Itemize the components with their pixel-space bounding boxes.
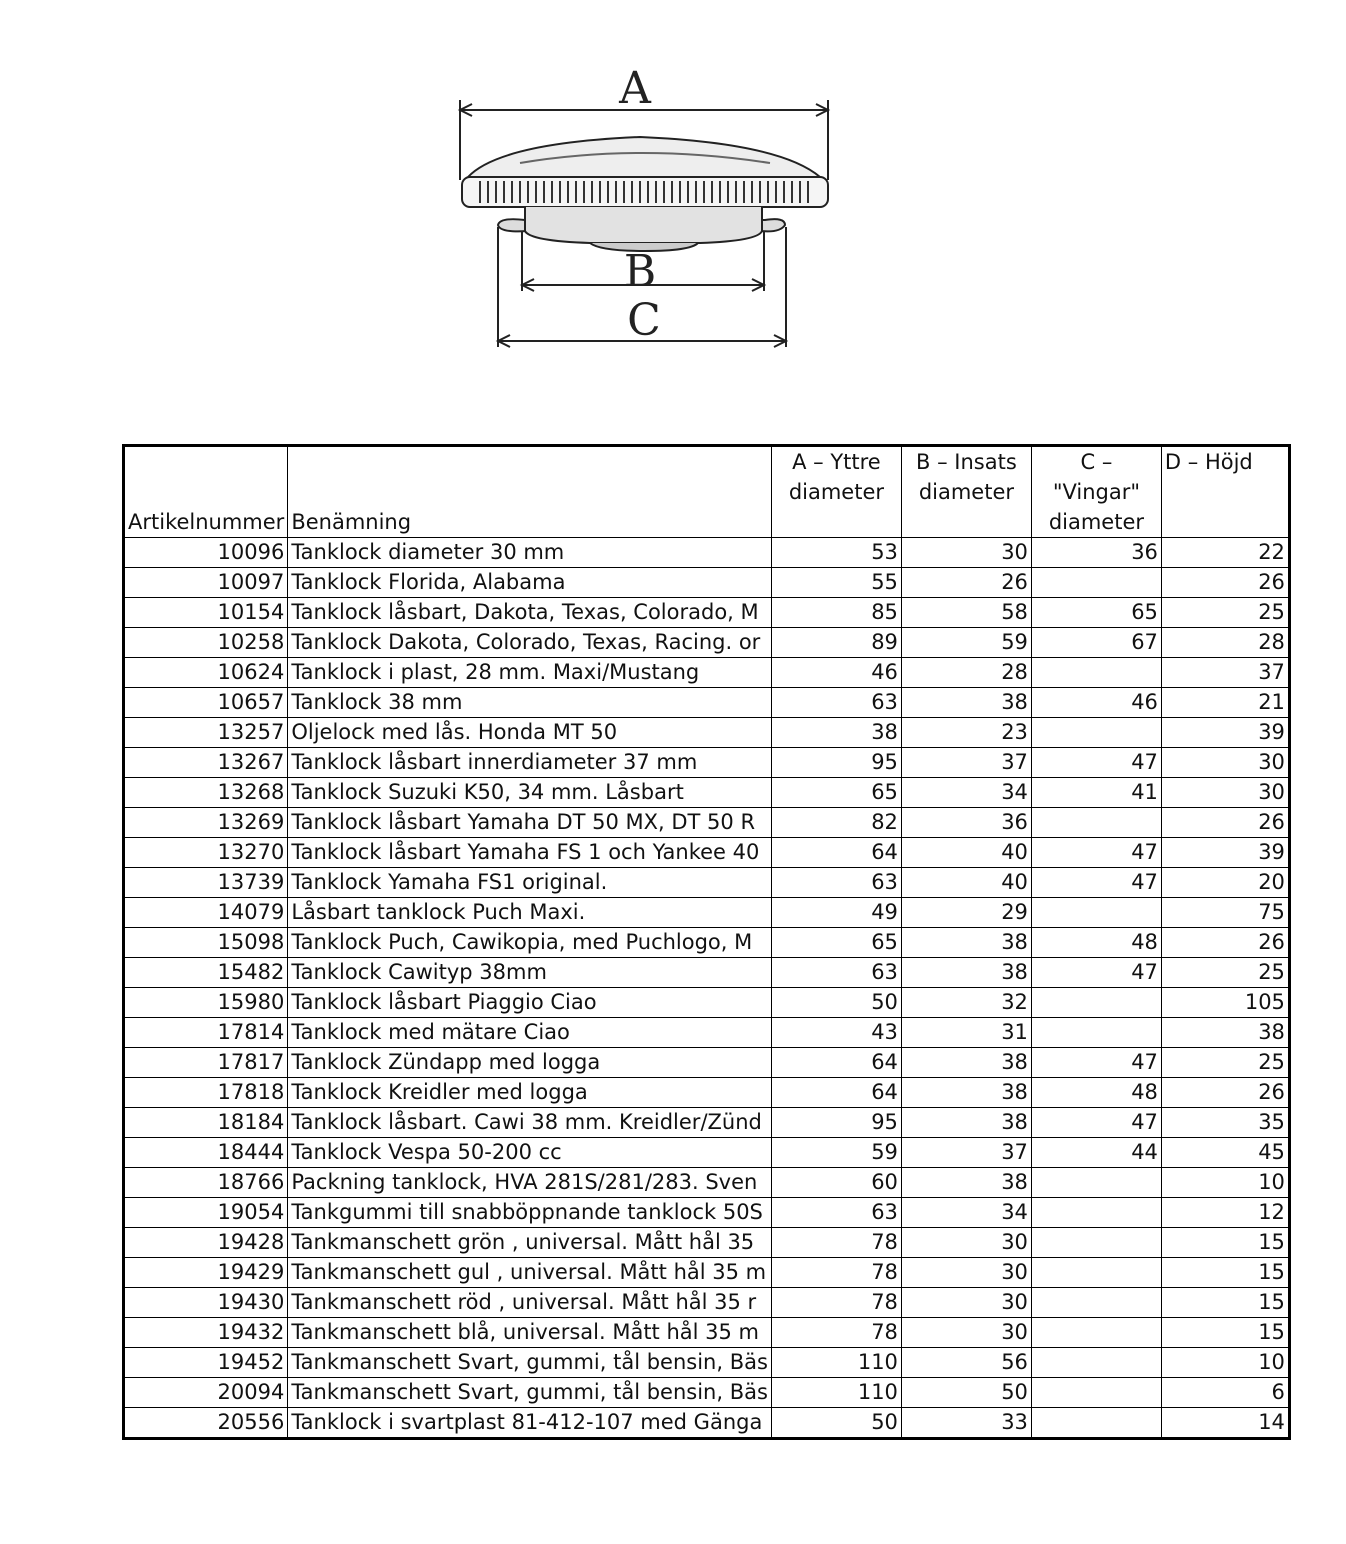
cell-a-outer-diameter: 38 <box>771 718 901 748</box>
cell-artikelnummer: 10657 <box>124 688 288 718</box>
cell-artikelnummer: 15482 <box>124 958 288 988</box>
cell-artikelnummer: 13270 <box>124 838 288 868</box>
cell-benamning: Tanklock låsbart innerdiameter 37 mm <box>288 748 772 778</box>
table-row <box>124 1228 1290 1258</box>
table-row <box>124 958 1290 988</box>
cell-d-height: 10 <box>1161 1168 1289 1198</box>
cell-a-outer-diameter: 60 <box>771 1168 901 1198</box>
cell-artikelnummer: 10258 <box>124 628 288 658</box>
table-row <box>124 1198 1290 1228</box>
table-row <box>124 1108 1290 1138</box>
cell-artikelnummer: 19429 <box>124 1258 288 1288</box>
cell-d-height: 10 <box>1161 1348 1289 1378</box>
cell-d-height: 45 <box>1161 1138 1289 1168</box>
table-row <box>124 1168 1290 1198</box>
cell-d-height: 15 <box>1161 1288 1289 1318</box>
cell-c-wings-diameter <box>1031 898 1161 928</box>
header-b-line1: B – Insats <box>916 450 1017 474</box>
cell-c-wings-diameter: 47 <box>1031 868 1161 898</box>
header-a <box>771 446 901 538</box>
table-row <box>124 1408 1290 1439</box>
cell-c-wings-diameter: 41 <box>1031 778 1161 808</box>
cell-b-insert-diameter: 58 <box>901 598 1031 628</box>
header-b <box>901 446 1031 538</box>
cell-a-outer-diameter: 64 <box>771 1078 901 1108</box>
table-row <box>124 928 1290 958</box>
cell-benamning: Tanklock låsbart, Dakota, Texas, Colorado, M <box>288 598 772 628</box>
cell-a-outer-diameter: 53 <box>771 538 901 568</box>
cell-artikelnummer: 13268 <box>124 778 288 808</box>
cell-artikelnummer: 20094 <box>124 1378 288 1408</box>
cell-b-insert-diameter: 38 <box>901 1168 1031 1198</box>
table-row <box>124 628 1290 658</box>
cell-d-height: 25 <box>1161 1048 1289 1078</box>
cell-artikelnummer: 19452 <box>124 1348 288 1378</box>
cell-benamning: Låsbart tanklock Puch Maxi. <box>288 898 772 928</box>
cell-d-height: 26 <box>1161 1078 1289 1108</box>
cell-benamning: Tanklock Yamaha FS1 original. <box>288 868 772 898</box>
table-row <box>124 1018 1290 1048</box>
cell-d-height: 30 <box>1161 778 1289 808</box>
cell-benamning: Tanklock låsbart Piaggio Ciao <box>288 988 772 1018</box>
cell-d-height: 26 <box>1161 568 1289 598</box>
table-row <box>124 1138 1290 1168</box>
cell-a-outer-diameter: 89 <box>771 628 901 658</box>
cell-artikelnummer: 19430 <box>124 1288 288 1318</box>
cell-d-height: 25 <box>1161 598 1289 628</box>
cell-a-outer-diameter: 49 <box>771 898 901 928</box>
cell-c-wings-diameter <box>1031 1018 1161 1048</box>
cell-d-height: 38 <box>1161 1018 1289 1048</box>
header-benamning: Benämning <box>288 446 772 538</box>
cell-a-outer-diameter: 59 <box>771 1138 901 1168</box>
table-row <box>124 1048 1290 1078</box>
cell-c-wings-diameter <box>1031 1288 1161 1318</box>
cell-b-insert-diameter: 37 <box>901 748 1031 778</box>
cell-benamning: Tanklock i plast, 28 mm. Maxi/Mustang <box>288 658 772 688</box>
cell-d-height: 26 <box>1161 808 1289 838</box>
cell-d-height: 21 <box>1161 688 1289 718</box>
table-row <box>124 988 1290 1018</box>
cell-d-height: 12 <box>1161 1198 1289 1228</box>
cell-benamning: Tanklock med mätare Ciao <box>288 1018 772 1048</box>
cell-a-outer-diameter: 63 <box>771 868 901 898</box>
fuel-cap-table <box>122 444 1291 1440</box>
cell-c-wings-diameter: 47 <box>1031 838 1161 868</box>
cell-benamning: Tankmanschett gul , universal. Mått hål 35 m <box>288 1258 772 1288</box>
cell-artikelnummer: 19428 <box>124 1228 288 1258</box>
cell-c-wings-diameter: 47 <box>1031 1048 1161 1078</box>
cell-b-insert-diameter: 38 <box>901 1078 1031 1108</box>
cell-a-outer-diameter: 78 <box>771 1318 901 1348</box>
cell-a-outer-diameter: 65 <box>771 928 901 958</box>
cell-artikelnummer: 18766 <box>124 1168 288 1198</box>
cell-artikelnummer: 17817 <box>124 1048 288 1078</box>
cell-artikelnummer: 17814 <box>124 1018 288 1048</box>
cell-b-insert-diameter: 28 <box>901 658 1031 688</box>
cell-c-wings-diameter <box>1031 658 1161 688</box>
cell-artikelnummer: 13739 <box>124 868 288 898</box>
table-row <box>124 868 1290 898</box>
cell-benamning: Tanklock Suzuki K50, 34 mm. Låsbart <box>288 778 772 808</box>
cell-benamning: Tanklock diameter 30 mm <box>288 538 772 568</box>
cell-b-insert-diameter: 31 <box>901 1018 1031 1048</box>
table-row <box>124 778 1290 808</box>
cell-a-outer-diameter: 50 <box>771 1408 901 1439</box>
cell-c-wings-diameter <box>1031 1168 1161 1198</box>
cell-d-height: 75 <box>1161 898 1289 928</box>
cell-a-outer-diameter: 110 <box>771 1378 901 1408</box>
header-a-line1: A – Yttre <box>792 450 881 474</box>
cell-b-insert-diameter: 32 <box>901 988 1031 1018</box>
table-row <box>124 808 1290 838</box>
cell-artikelnummer: 15980 <box>124 988 288 1018</box>
header-b-line2: diameter <box>918 480 1015 504</box>
cell-d-height: 22 <box>1161 538 1289 568</box>
cell-d-height: 28 <box>1161 628 1289 658</box>
cell-a-outer-diameter: 85 <box>771 598 901 628</box>
cell-b-insert-diameter: 37 <box>901 1138 1031 1168</box>
cell-a-outer-diameter: 50 <box>771 988 901 1018</box>
cell-a-outer-diameter: 63 <box>771 688 901 718</box>
cell-d-height: 26 <box>1161 928 1289 958</box>
cell-b-insert-diameter: 29 <box>901 898 1031 928</box>
cell-d-height: 15 <box>1161 1318 1289 1348</box>
cell-benamning: Tanklock låsbart Yamaha FS 1 och Yankee 40 <box>288 838 772 868</box>
cell-d-height: 35 <box>1161 1108 1289 1138</box>
cell-a-outer-diameter: 110 <box>771 1348 901 1378</box>
table-row <box>124 1078 1290 1108</box>
table-row <box>124 1378 1290 1408</box>
cell-benamning: Tankmanschett blå, universal. Mått hål 35 m <box>288 1318 772 1348</box>
cell-benamning: Tanklock Kreidler med logga <box>288 1078 772 1108</box>
cell-benamning: Oljelock med lås. Honda MT 50 <box>288 718 772 748</box>
table-row <box>124 688 1290 718</box>
cell-benamning: Tanklock låsbart Yamaha DT 50 MX, DT 50 R <box>288 808 772 838</box>
cell-b-insert-diameter: 56 <box>901 1348 1031 1378</box>
cell-b-insert-diameter: 26 <box>901 568 1031 598</box>
cell-c-wings-diameter <box>1031 1228 1161 1258</box>
table-row <box>124 1288 1290 1318</box>
cell-artikelnummer: 10624 <box>124 658 288 688</box>
cell-d-height: 37 <box>1161 658 1289 688</box>
table-row <box>124 898 1290 928</box>
cell-b-insert-diameter: 50 <box>901 1378 1031 1408</box>
table-row <box>124 748 1290 778</box>
cell-b-insert-diameter: 38 <box>901 688 1031 718</box>
cell-benamning: Tankmanschett grön , universal. Mått hål 35 <box>288 1228 772 1258</box>
cell-a-outer-diameter: 55 <box>771 568 901 598</box>
cell-d-height: 39 <box>1161 718 1289 748</box>
cell-b-insert-diameter: 38 <box>901 958 1031 988</box>
cell-b-insert-diameter: 36 <box>901 808 1031 838</box>
cell-benamning: Tanklock i svartplast 81-412-107 med Gänga <box>288 1408 772 1439</box>
cell-benamning: Tanklock Florida, Alabama <box>288 568 772 598</box>
cell-d-height: 105 <box>1161 988 1289 1018</box>
cell-b-insert-diameter: 38 <box>901 1108 1031 1138</box>
cell-d-height: 25 <box>1161 958 1289 988</box>
cell-c-wings-diameter: 48 <box>1031 928 1161 958</box>
header-d-line1: D – Höjd <box>1164 450 1253 474</box>
cell-b-insert-diameter: 30 <box>901 1258 1031 1288</box>
cell-c-wings-diameter <box>1031 718 1161 748</box>
table-header-row <box>124 446 1290 538</box>
cell-c-wings-diameter: 47 <box>1031 958 1161 988</box>
cell-a-outer-diameter: 65 <box>771 778 901 808</box>
table-row <box>124 658 1290 688</box>
cell-benamning: Tanklock Cawityp 38mm <box>288 958 772 988</box>
cell-d-height: 39 <box>1161 838 1289 868</box>
cell-benamning: Packning tanklock, HVA 281S/281/283. Sven <box>288 1168 772 1198</box>
cell-b-insert-diameter: 34 <box>901 778 1031 808</box>
cell-benamning: Tankmanschett Svart, gummi, tål bensin, Bäs <box>288 1378 772 1408</box>
cell-a-outer-diameter: 64 <box>771 838 901 868</box>
cell-benamning: Tanklock Zündapp med logga <box>288 1048 772 1078</box>
cell-a-outer-diameter: 95 <box>771 1108 901 1138</box>
table-row <box>124 1348 1290 1378</box>
cell-a-outer-diameter: 82 <box>771 808 901 838</box>
label-c: C <box>627 295 661 346</box>
fuel-cap-diagram <box>440 55 860 365</box>
cell-d-height: 20 <box>1161 868 1289 898</box>
cell-b-insert-diameter: 33 <box>901 1408 1031 1439</box>
table-row <box>124 718 1290 748</box>
header-c-line1: C – "Vingar" <box>1052 450 1141 504</box>
cell-a-outer-diameter: 78 <box>771 1228 901 1258</box>
cell-b-insert-diameter: 40 <box>901 838 1031 868</box>
cell-d-height: 6 <box>1161 1378 1289 1408</box>
cell-artikelnummer: 10096 <box>124 538 288 568</box>
cell-b-insert-diameter: 23 <box>901 718 1031 748</box>
cell-a-outer-diameter: 46 <box>771 658 901 688</box>
table-row <box>124 538 1290 568</box>
cell-d-height: 14 <box>1161 1408 1289 1439</box>
cell-a-outer-diameter: 63 <box>771 1198 901 1228</box>
cell-b-insert-diameter: 30 <box>901 538 1031 568</box>
cell-c-wings-diameter <box>1031 1408 1161 1439</box>
cell-artikelnummer: 18184 <box>124 1108 288 1138</box>
cell-c-wings-diameter <box>1031 1198 1161 1228</box>
cell-benamning: Tanklock 38 mm <box>288 688 772 718</box>
table-row <box>124 1318 1290 1348</box>
cell-c-wings-diameter: 67 <box>1031 628 1161 658</box>
cell-artikelnummer: 13269 <box>124 808 288 838</box>
cell-artikelnummer: 15098 <box>124 928 288 958</box>
cell-b-insert-diameter: 30 <box>901 1318 1031 1348</box>
cell-c-wings-diameter <box>1031 988 1161 1018</box>
cell-b-insert-diameter: 30 <box>901 1288 1031 1318</box>
cell-benamning: Tanklock låsbart. Cawi 38 mm. Kreidler/Zünd <box>288 1108 772 1138</box>
header-c-line2: diameter <box>1048 510 1145 534</box>
cell-b-insert-diameter: 38 <box>901 928 1031 958</box>
label-b: B <box>623 246 657 297</box>
cell-b-insert-diameter: 30 <box>901 1228 1031 1258</box>
table-row <box>124 1258 1290 1288</box>
cell-artikelnummer: 10154 <box>124 598 288 628</box>
cell-c-wings-diameter <box>1031 568 1161 598</box>
cell-a-outer-diameter: 63 <box>771 958 901 988</box>
cell-benamning: Tanklock Dakota, Colorado, Texas, Racing. or <box>288 628 772 658</box>
cell-c-wings-diameter: 48 <box>1031 1078 1161 1108</box>
cell-artikelnummer: 10097 <box>124 568 288 598</box>
cell-b-insert-diameter: 40 <box>901 868 1031 898</box>
cell-artikelnummer: 18444 <box>124 1138 288 1168</box>
cell-b-insert-diameter: 59 <box>901 628 1031 658</box>
cell-artikelnummer: 19432 <box>124 1318 288 1348</box>
cell-benamning: Tankmanschett Svart, gummi, tål bensin, Bäs <box>288 1348 772 1378</box>
cell-a-outer-diameter: 78 <box>771 1288 901 1318</box>
label-a: A <box>619 63 651 114</box>
cell-benamning: Tanklock Vespa 50-200 cc <box>288 1138 772 1168</box>
cell-benamning: Tanklock Puch, Cawikopia, med Puchlogo, M <box>288 928 772 958</box>
cell-d-height: 30 <box>1161 748 1289 778</box>
cell-artikelnummer: 14079 <box>124 898 288 928</box>
cell-c-wings-diameter <box>1031 1378 1161 1408</box>
cell-benamning: Tankmanschett röd , universal. Mått hål 35 r <box>288 1288 772 1318</box>
cell-c-wings-diameter: 65 <box>1031 598 1161 628</box>
cell-c-wings-diameter <box>1031 1348 1161 1378</box>
cell-a-outer-diameter: 78 <box>771 1258 901 1288</box>
cell-c-wings-diameter <box>1031 1318 1161 1348</box>
cell-c-wings-diameter: 44 <box>1031 1138 1161 1168</box>
cell-a-outer-diameter: 43 <box>771 1018 901 1048</box>
cell-artikelnummer: 20556 <box>124 1408 288 1439</box>
cell-d-height: 15 <box>1161 1258 1289 1288</box>
cell-c-wings-diameter: 36 <box>1031 538 1161 568</box>
cell-c-wings-diameter: 47 <box>1031 748 1161 778</box>
header-d <box>1161 446 1289 538</box>
table-row <box>124 598 1290 628</box>
table-row <box>124 568 1290 598</box>
header-c <box>1031 446 1161 538</box>
cell-d-height: 15 <box>1161 1228 1289 1258</box>
cell-c-wings-diameter: 47 <box>1031 1108 1161 1138</box>
cell-artikelnummer: 13267 <box>124 748 288 778</box>
header-artikelnummer: Artikelnummer <box>124 446 288 538</box>
cell-artikelnummer: 19054 <box>124 1198 288 1228</box>
cell-c-wings-diameter: 46 <box>1031 688 1161 718</box>
table-row <box>124 838 1290 868</box>
cell-b-insert-diameter: 34 <box>901 1198 1031 1228</box>
cell-a-outer-diameter: 95 <box>771 748 901 778</box>
cell-artikelnummer: 13257 <box>124 718 288 748</box>
cell-benamning: Tankgummi till snabböppnande tanklock 50S <box>288 1198 772 1228</box>
cell-c-wings-diameter <box>1031 808 1161 838</box>
cell-b-insert-diameter: 38 <box>901 1048 1031 1078</box>
cell-a-outer-diameter: 64 <box>771 1048 901 1078</box>
header-a-line2: diameter <box>788 480 885 504</box>
cell-c-wings-diameter <box>1031 1258 1161 1288</box>
cell-artikelnummer: 17818 <box>124 1078 288 1108</box>
